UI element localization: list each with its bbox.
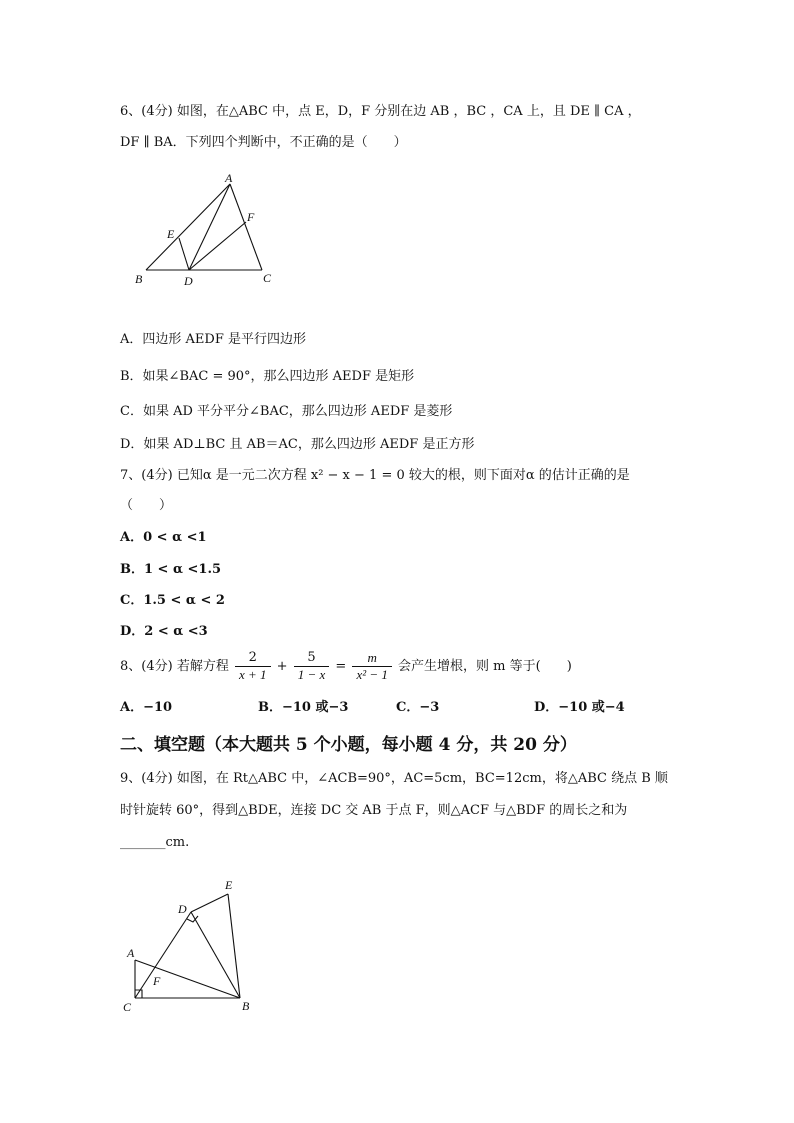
q8-equation xyxy=(120,650,572,684)
q8-fraction-3 xyxy=(352,650,391,683)
q8-suffix: 会产生增根，则 m 等于( ) xyxy=(398,659,572,674)
q6-option-d: D．如果 AD⊥BC 且 AB＝AC，那么四边形 AEDF 是正方形 xyxy=(120,437,475,452)
q8-fraction-2 xyxy=(294,650,330,683)
q6-option-c: C．如果 AD 平分平分∠BAC，那么四边形 AEDF 是菱形 xyxy=(120,404,453,419)
q8-frac1-den: x + 1 xyxy=(235,666,271,683)
q9-label-C: C xyxy=(123,1000,132,1014)
q6-label-B: B xyxy=(135,272,143,286)
q6-label-E: E xyxy=(167,227,175,241)
q8-frac3-num: m xyxy=(367,650,377,665)
q8-option-b: B．−10 或−3 xyxy=(258,700,349,715)
q7-line2: （ ） xyxy=(120,498,173,513)
q8-option-a: A．−10 xyxy=(120,700,173,715)
q9-line1: 9、(4分) 如图，在 Rt△ABC 中，∠ACB=90°，AC=5cm，BC=12cm，将△ABC 绕点 B 顺 xyxy=(120,771,668,786)
q8-option-c: C．−3 xyxy=(396,700,440,715)
q6-option-a: A．四边形 AEDF 是平行四边形 xyxy=(120,332,306,347)
q6-line2: DF ∥ BA．下列四个判断中，不正确的是（ ） xyxy=(120,135,407,150)
q9-line3: _______cm. xyxy=(120,835,190,850)
q8-plus: + xyxy=(276,659,288,674)
section-2-heading: 二、填空题（本大题共 5 个小题，每小题 4 分，共 20 分） xyxy=(120,735,577,755)
q8-frac2-den: 1 − x xyxy=(294,666,330,683)
q8-fraction-1 xyxy=(235,650,271,683)
q6-label-D: D xyxy=(184,274,193,288)
q8-equals: = xyxy=(335,659,347,674)
q8-frac1-num: 2 xyxy=(248,650,257,665)
q9-label-D: D xyxy=(178,902,187,916)
q6-label-C: C xyxy=(263,271,272,285)
q7-option-b: B．1 < α <1.5 xyxy=(120,562,222,577)
q8-frac2-num: 5 xyxy=(307,650,316,665)
q8-frac3-den: x² − 1 xyxy=(352,666,391,683)
q9-label-E: E xyxy=(225,878,233,892)
q9-label-B: B xyxy=(242,999,250,1013)
q6-label-A: A xyxy=(225,172,233,185)
q6-label-F: F xyxy=(247,210,255,224)
q9-label-F: F xyxy=(153,974,161,988)
q7-option-d: D．2 < α <3 xyxy=(120,624,208,639)
q7-option-c: C．1.5 < α < 2 xyxy=(120,593,225,608)
q6-option-b: B．如果∠BAC = 90°，那么四边形 AEDF 是矩形 xyxy=(120,369,415,384)
q9-line2: 时针旋转 60°，得到△BDE，连接 DC 交 AB 于点 F，则△ACF 与△BDF 的周长之和为 xyxy=(120,803,628,818)
q6-line1: 6、(4分) 如图，在△ABC 中，点 E，D，F 分别在边 AB ，BC ，CA 上，且 DE ∥ CA ， xyxy=(120,104,641,119)
q9-label-A: A xyxy=(127,946,135,960)
q8-option-d: D．−10 或−4 xyxy=(534,700,625,715)
q6-figure xyxy=(128,172,288,294)
q7-option-a: A．0 < α <1 xyxy=(120,530,207,545)
q7-line1: 7、(4分) 已知α 是一元二次方程 x² − x − 1 = 0 较大的根，则下面对α 的估计正确的是 xyxy=(120,468,630,483)
q8-prefix: 8、(4分) 若解方程 xyxy=(120,659,229,674)
q9-figure xyxy=(118,874,268,1020)
